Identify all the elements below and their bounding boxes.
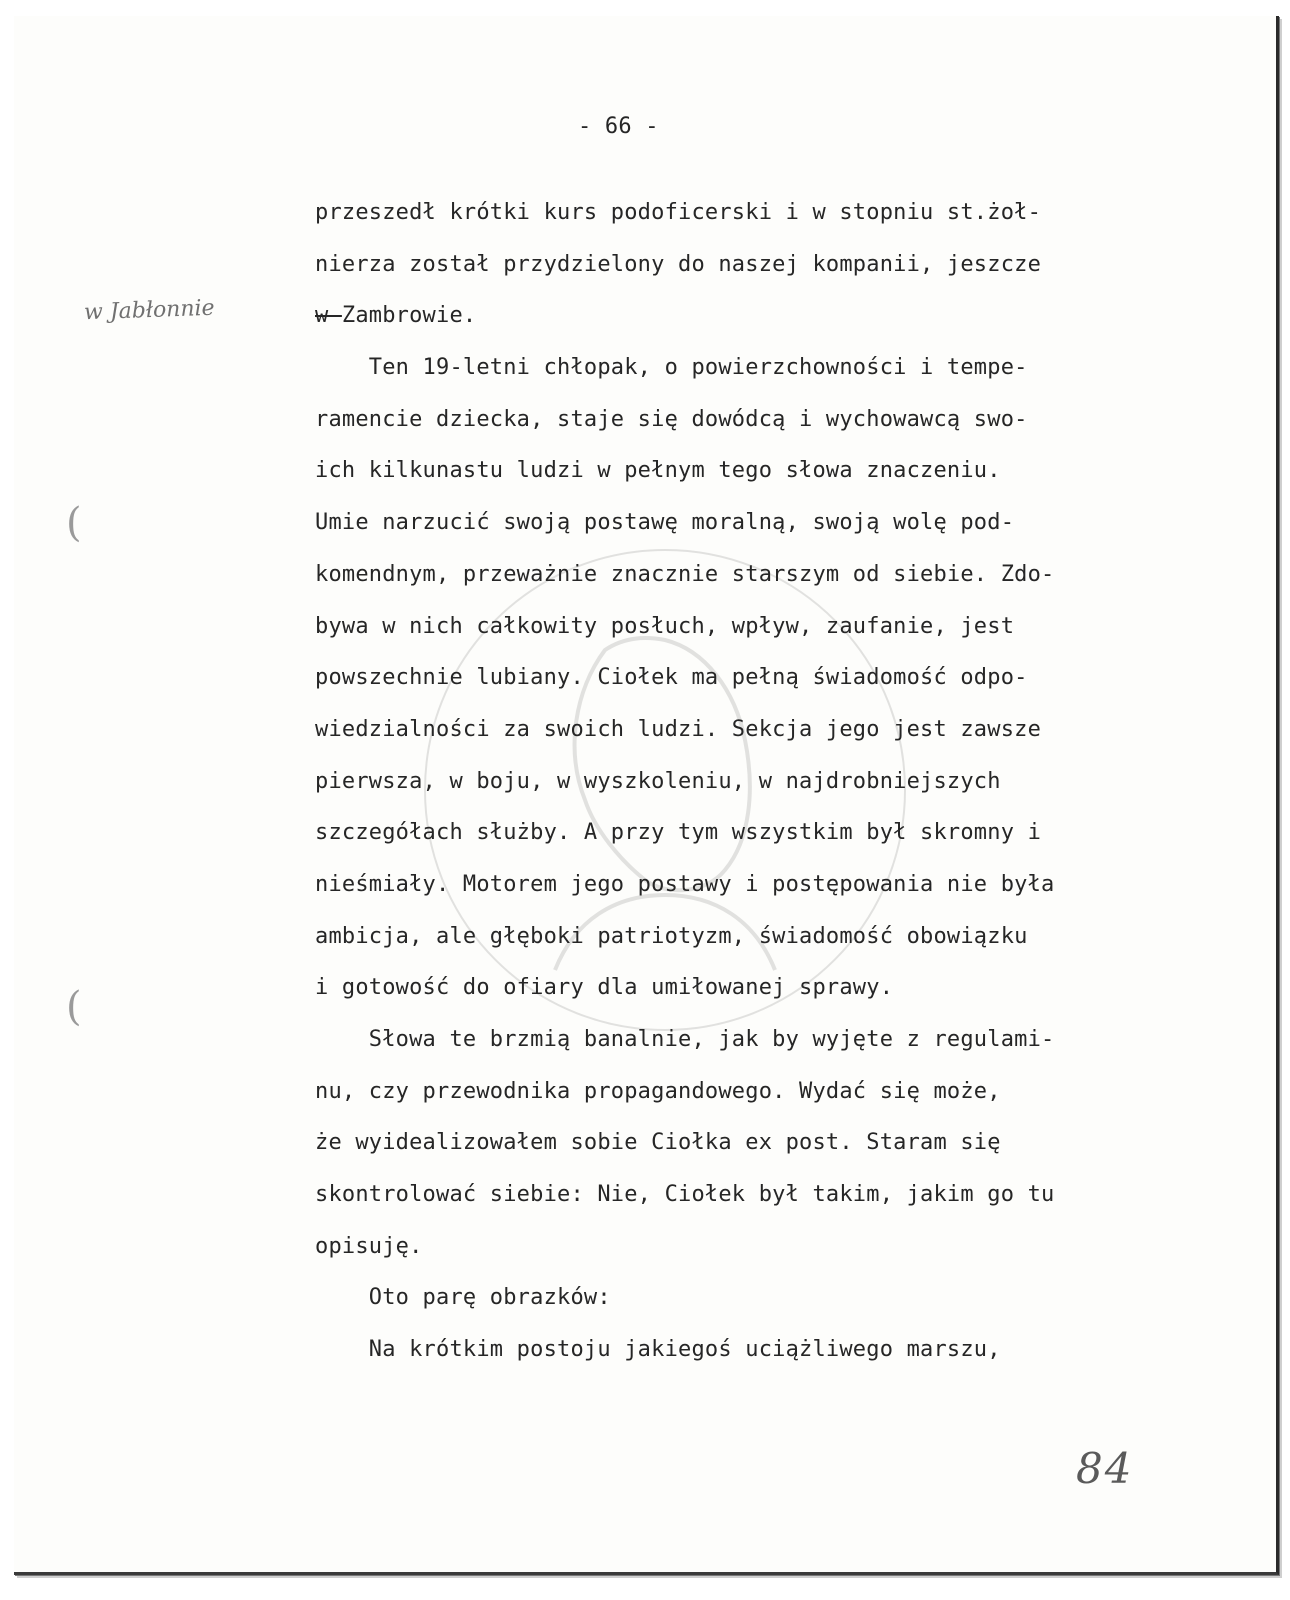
text-line: wiedzialności za swoich ludzi. Sekcja jego jest zawsze bbox=[315, 716, 1042, 742]
text-line: Słowa te brzmią banalnie, jak by wyjęte z regulami- bbox=[315, 1027, 1055, 1052]
text-line: ramencie dziecka, staje się dowódcą i wychowawcą swo- bbox=[315, 406, 1028, 432]
struck-text: w bbox=[315, 303, 342, 329]
text-line: Oto parę obrazków: bbox=[315, 1285, 611, 1311]
handwritten-folio-number: 84 bbox=[1076, 1444, 1134, 1493]
page-number: - 66 - bbox=[578, 114, 659, 139]
text-line: komendnym, przeważnie znacznie starszym od siebie. Zdo- bbox=[315, 561, 1055, 587]
text-line: ambicja, ale głęboki patriotyzm, świadomość obowiązku bbox=[315, 923, 1028, 949]
text-line: Umie narzucić swoją postawę moralną, swoją wolę pod- bbox=[315, 510, 1015, 536]
text-line: nierza został przydzielony do naszej kompanii, jeszcze bbox=[315, 251, 1042, 277]
handwritten-margin-note: w Jabłonnie bbox=[83, 295, 216, 326]
text-line: Ten 19-letni chłopak, o powierzchowności i tempe- bbox=[315, 355, 1028, 381]
margin-paren-mark: ( bbox=[66, 984, 82, 1030]
margin-paren-mark: ( bbox=[66, 500, 82, 546]
text-line: nieśmiały. Motorem jego postawy i postępowania nie była bbox=[315, 871, 1055, 897]
text-line: nu, czy przewodnika propagandowego. Wydać się może, bbox=[315, 1078, 1001, 1104]
text-line: że wyidealizowałem sobie Ciołka ex post. Staram się bbox=[315, 1130, 1001, 1156]
text-line: i gotowość do ofiary dla umiłowanej sprawy. bbox=[315, 975, 894, 1001]
text-line: opisuję. bbox=[315, 1233, 423, 1259]
text-line: bywa w nich całkowity posłuch, wpływ, zaufanie, jest bbox=[315, 613, 1015, 639]
text-line: powszechnie lubiany. Ciołek ma pełną świadomość odpo- bbox=[315, 665, 1028, 691]
text-line: Na krótkim postoju jakiegoś uciążliwego marszu, bbox=[315, 1337, 1001, 1363]
text-line: pierwsza, w boju, w wyszkoleniu, w najdrobniejszych bbox=[315, 768, 1001, 794]
text-line: ich kilkunastu ludzi w pełnym tego słowa znaczeniu. bbox=[315, 458, 1001, 484]
text-line: przeszedł krótki kurs podoficerski i w stopniu st.żoł- bbox=[315, 200, 1042, 225]
text-line bbox=[315, 290, 1054, 342]
text-line: szczegółach służby. A przy tym wszystkim był skromny i bbox=[315, 820, 1042, 846]
text-line-rest: Zambrowie. bbox=[341, 303, 477, 329]
text-line: skontrolować siebie: Nie, Ciołek był takim, jakim go tu bbox=[315, 1182, 1055, 1208]
typed-body-text bbox=[315, 187, 1054, 1376]
